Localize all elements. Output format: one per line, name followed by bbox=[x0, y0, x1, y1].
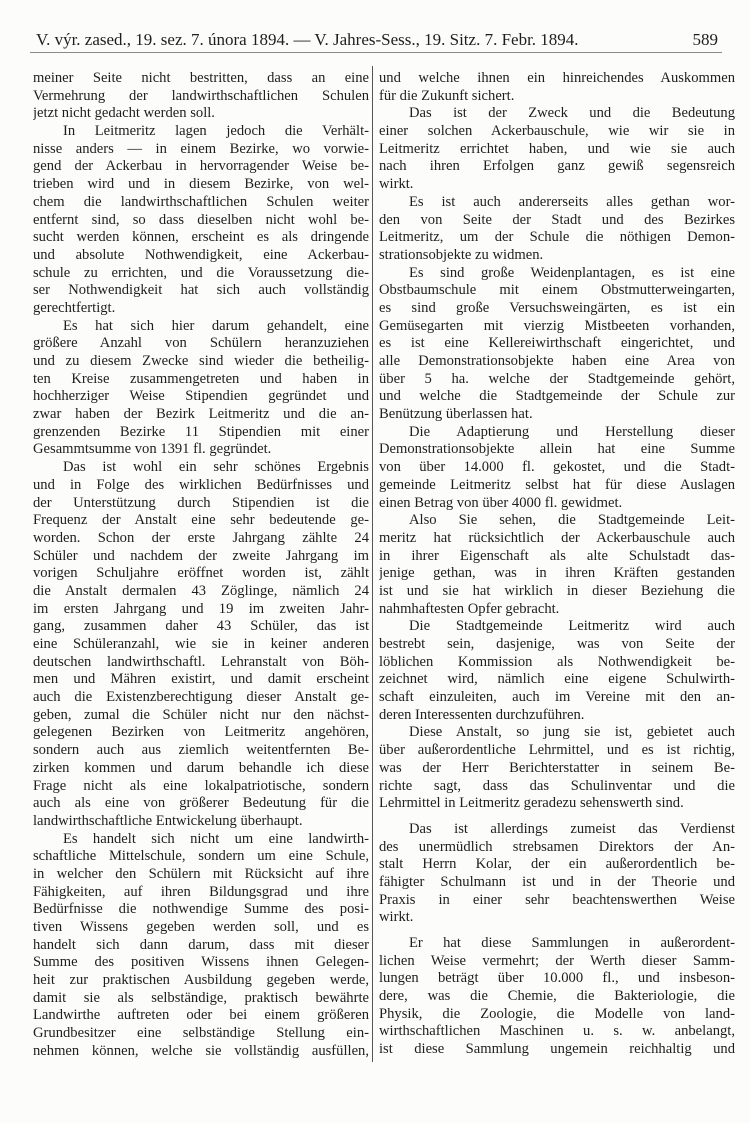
text-line: Schüler und nachdem der zweite Jahrgang im bbox=[33, 547, 369, 564]
text-line: dere, was die Chemie, die Bakteriologie, die bbox=[379, 988, 735, 1005]
text-line: zirken kommen und darum behandle ich diese bbox=[33, 759, 369, 776]
text-line: schaftliche Mittelschule, sondern um eine Schule, bbox=[33, 848, 369, 865]
text-line: ist und sie hat wirklich in dieser Beziehung die bbox=[379, 582, 735, 599]
text-line: gelegenen Bezirken von Leitmeritz angehören, bbox=[33, 724, 369, 741]
text-line: fähigter Schulmann ist und in der Theorie und bbox=[379, 873, 735, 890]
paragraph bbox=[379, 935, 735, 1059]
paragraph bbox=[33, 459, 369, 830]
page-number: 589 bbox=[692, 30, 718, 49]
text-line: Benützung überlassen hat. bbox=[379, 406, 533, 423]
text-line: Leitmeritz errichtet haben, und wie sie auch bbox=[379, 140, 735, 157]
text-line: Diese Anstalt, so jung sie ist, gebietet auch bbox=[409, 724, 735, 741]
text-line: im ersten Jahrgang und 19 im zweiten Jahr- bbox=[33, 600, 369, 617]
text-line: alle Demonstrationsobjekte haben eine Area von bbox=[379, 353, 735, 369]
text-line: In Leitmeritz lagen jedoch die Verhält- bbox=[63, 123, 369, 140]
text-line: löblichen Kommission als Nothwendigkeit be- bbox=[379, 653, 735, 670]
text-line: in welcher den Schülern mit Rücksicht auf ihre bbox=[33, 865, 369, 882]
text-line: nehmen können, welche sie vollständig ausfüllen, bbox=[33, 1042, 369, 1059]
text-line: damit sie als selbständige, praktisch bewährte bbox=[33, 989, 369, 1006]
text-line: Summe des positiven Wissens ihnen Gelegen- bbox=[33, 954, 369, 971]
paragraph bbox=[379, 821, 735, 927]
text-line: für die Zukunft sichert. bbox=[379, 87, 515, 104]
text-line: jetzt nicht gedacht werden soll. bbox=[33, 105, 215, 122]
text-line: zeichnet wird, nämlich eine eigene Schulwirth- bbox=[379, 671, 735, 688]
text-line: vorigen Schuljahre eröffnet worden ist, zählt bbox=[33, 565, 369, 582]
text-line: Bedürfnisse die nothwendige Summe des posi- bbox=[33, 901, 369, 918]
text-line: strationsobjekte zu widmen. bbox=[379, 246, 544, 263]
text-line: Gesammtsumme von 1391 fl. gegründet. bbox=[33, 441, 272, 458]
text-line: in ihrer Eigenschaft als alte Schulstadt das- bbox=[379, 547, 735, 564]
text-line: meiner Seite nicht bestritten, dass an eine bbox=[33, 70, 369, 86]
text-line: Es handelt sich nicht um eine landwirth- bbox=[63, 830, 369, 847]
text-line: und absolute Nothwendigkeit, eine Ackerbau- bbox=[33, 246, 369, 263]
text-line: deutschen landwirthschaftl. Lehranstalt von Böh- bbox=[33, 653, 369, 670]
text-line: sondern auch aus ziemlich weitentfernten Be- bbox=[33, 742, 369, 759]
text-line: Frage nicht als eine lokalpatriotische, sondern bbox=[33, 777, 369, 794]
paragraph bbox=[379, 724, 735, 812]
paragraph bbox=[379, 512, 735, 618]
text-line: Fähigkeiten, auf ihren Bildungsgrad und ihre bbox=[33, 883, 369, 900]
paragraph bbox=[33, 70, 369, 123]
text-line: ist diese Sammlung ungemein reichhaltig und bbox=[379, 1041, 735, 1058]
text-line: stalt Herrn Kolar, der ein außerordentlich be- bbox=[379, 856, 735, 873]
text-line: Grundbesitzer eine selbständige Stellung ein- bbox=[33, 1025, 369, 1042]
text-line: einer solchen Ackerbauschule, wie wir sie in bbox=[379, 123, 735, 140]
text-line: gerechtfertigt. bbox=[33, 299, 116, 316]
paragraph bbox=[379, 424, 735, 512]
text-line: men und Mähren existirt, und damit erscheint bbox=[33, 671, 369, 688]
right-column bbox=[379, 70, 735, 1059]
text-line: lichen Weise vermehrt; der Werth dieser Samm- bbox=[379, 952, 735, 969]
text-line: tiven Wissens gegeben werden soll, und es bbox=[33, 919, 369, 935]
text-line: handelt sich dann darum, dass mit dieser bbox=[33, 936, 369, 953]
paragraph bbox=[379, 265, 735, 424]
column-divider bbox=[372, 66, 373, 1062]
text-line: und welche die Stadtgemeinde der Schule zur bbox=[379, 388, 735, 405]
text-line: wirkt. bbox=[379, 909, 414, 926]
text-line: heit zur praktischen Ausbildung gegeben werde, bbox=[33, 972, 369, 989]
text-line: Landwirthe auftreten oder bei einem größeren bbox=[33, 1007, 369, 1024]
text-line: trieben wird und in diesem Bezirke, von wel- bbox=[33, 176, 369, 193]
paragraph bbox=[33, 123, 369, 318]
paragraph bbox=[33, 831, 369, 1061]
paragraph bbox=[379, 70, 735, 105]
text-line: geben, zumal die Schüler nicht nur den nächst- bbox=[33, 706, 369, 723]
text-line: sucht werden können, erscheint es als dringende bbox=[33, 229, 369, 246]
text-line: Vermehrung der landwirthschaftlichen Schulen bbox=[33, 87, 369, 104]
text-line: Lehrmittel in Leitmeritz geradezu sehenswerth sind. bbox=[379, 795, 684, 812]
text-line: und zu diesem Zwecke sind wieder die betheilig- bbox=[33, 353, 369, 369]
text-line: Die Stadtgemeinde Leitmeritz wird auch bbox=[409, 618, 735, 635]
text-line: der Unterstützung durch Stipendien ist die bbox=[33, 494, 369, 511]
text-line: ten Kreise zusammengetreten und haben in bbox=[33, 370, 369, 387]
text-line: Das ist der Zweck und die Bedeutung bbox=[409, 105, 735, 122]
text-line: von über 14.000 fl. gekostet, und die Stadt- bbox=[379, 459, 735, 476]
text-line: zwar haben der Bezirk Leitmeritz und die an- bbox=[33, 406, 369, 423]
text-line: was der Herr Berichterstatter in seinem Be- bbox=[379, 759, 735, 776]
text-line: Das ist wohl ein sehr schönes Ergebnis bbox=[63, 459, 369, 476]
text-line: größere Anzahl von Schülern heranzuziehen bbox=[33, 335, 369, 352]
text-line: wirkt. bbox=[379, 176, 414, 193]
text-line: einen Betrag von über 4000 fl. gewidmet. bbox=[379, 494, 623, 511]
text-line: es sind große Versuchsweingärten, es ist ein bbox=[379, 299, 735, 316]
text-line: gend der Ackerbau in hervorragender Weise be- bbox=[33, 158, 369, 175]
text-line: ser Nothwendigkeit hat sich auch vollständig bbox=[33, 282, 369, 299]
text-line: wirthschaftlichen Maschinen u. s. w. anbelangt, bbox=[379, 1023, 735, 1040]
text-line: Leitmeritz, um der Schule die nöthigen Demon- bbox=[379, 229, 735, 246]
text-line: Demonstrationsobjekte allein hat eine Summe bbox=[379, 441, 735, 458]
text-line: Gemüsegarten mit vierzig Mistbeeten vorhanden, bbox=[379, 317, 735, 334]
text-line: Es sind große Weidenplantagen, es ist eine bbox=[409, 264, 735, 281]
text-line: auch als eine von größerer Bedeutung für die bbox=[33, 795, 369, 812]
text-line: nach ihren Erfolgen ganz gewiß segensreich bbox=[379, 158, 735, 175]
paragraph bbox=[33, 318, 369, 460]
text-line: worden. Schon der erste Jahrgang zählte 24 bbox=[33, 529, 369, 546]
text-line: schule zu errichten, und die Voraussetzung die- bbox=[33, 264, 369, 281]
text-line: bestrebt sein, dasjenige, was von Seite der bbox=[379, 636, 735, 652]
text-line: Praxis in einer sehr beachtenswerthen Weise bbox=[379, 891, 735, 908]
text-line: Die Adaptierung und Herstellung dieser bbox=[409, 423, 735, 440]
text-line: schaft einzuleiten, auch im Vereine mit den an- bbox=[379, 689, 735, 706]
header-title: V. výr. zased., 19. sez. 7. února 1894. — V. Jahres-Sess., 19. Sitz. 7. Febr. 1894. bbox=[36, 30, 579, 49]
text-line: jenige gethan, was in ihren Kräften gestanden bbox=[379, 565, 735, 582]
paragraph bbox=[379, 105, 735, 193]
text-line: lungen beträgt über 10.000 fl., und insbeson- bbox=[379, 970, 735, 987]
text-line: Also Sie sehen, die Stadtgemeinde Leit- bbox=[409, 512, 735, 529]
paragraph bbox=[379, 194, 735, 265]
text-line: nisse anders — in einem Bezirke, wo vorwie- bbox=[33, 140, 369, 157]
text-line: meritz hat rücksichtlich der Ackerbauschule auch bbox=[379, 529, 735, 546]
left-column bbox=[33, 70, 369, 1061]
text-line: landwirthschaftliche Entwickelung überhaupt. bbox=[33, 812, 303, 829]
text-line: nahmhaftesten Opfer gebracht. bbox=[379, 600, 560, 617]
text-line: Physik, die Zoologie, die Modelle von land- bbox=[379, 1005, 735, 1022]
text-line: Er hat diese Sammlungen in außerordent- bbox=[409, 935, 735, 951]
text-line: hochherziger Weise Stipendien gegründet und bbox=[33, 388, 369, 405]
text-line: und welche ihnen ein hinreichendes Auskommen bbox=[379, 70, 735, 86]
text-line: Es ist auch andererseits alles gethan wor- bbox=[409, 193, 735, 210]
text-line: chem die landwirthschaftlichen Schulen weiter bbox=[33, 193, 369, 210]
text-line: des unermüdlich strebsamen Direktors der An- bbox=[379, 838, 735, 855]
text-line: auch die Existenzberechtigung dieser Anstalt ge- bbox=[33, 689, 369, 706]
text-line: Obstbaumschule mit einem Obstmutterweingarten, bbox=[379, 282, 735, 299]
text-line: und in Folge des wirklichen Bedürfnisses und bbox=[33, 476, 369, 493]
text-line: über 5 ha. welche der Stadtgemeinde gehört, bbox=[379, 370, 735, 387]
text-line: Frequenz der Anstalt eine sehr bedeutende ge- bbox=[33, 512, 369, 529]
running-header bbox=[30, 30, 722, 53]
text-line: deren Interessenten durchzuführen. bbox=[379, 706, 585, 723]
text-line: entfernt sind, so dass dieselben nicht wohl be- bbox=[33, 211, 369, 228]
text-line: eine Schüleranzahl, wie sie in keiner anderen bbox=[33, 636, 369, 652]
text-line: gemeinde Leitmeritz selbst hat für diese Auslagen bbox=[379, 476, 735, 493]
text-line: richte sagt, dass das Schulinventar und die bbox=[379, 777, 735, 794]
text-line: die Anstalt dermalen 43 Zöglinge, nämlich 24 bbox=[33, 582, 369, 599]
text-line: grenzenden Bezirke 11 Stipendien mit einer bbox=[33, 423, 369, 440]
text-line: es ist eine Kellereiwirthschaft eingerichtet, und bbox=[379, 335, 735, 352]
text-line: Das ist allerdings zumeist das Verdienst bbox=[409, 820, 735, 837]
paragraph bbox=[379, 618, 735, 724]
text-line: Es hat sich hier darum gehandelt, eine bbox=[63, 317, 369, 334]
text-line: gang, zusammen daher 43 Schüler, das ist bbox=[33, 618, 369, 635]
text-line: den von Seite der Stadt und des Bezirkes bbox=[379, 211, 735, 228]
text-line: über außerordentliche Lehrmittel, und es ist richtig, bbox=[379, 742, 735, 759]
